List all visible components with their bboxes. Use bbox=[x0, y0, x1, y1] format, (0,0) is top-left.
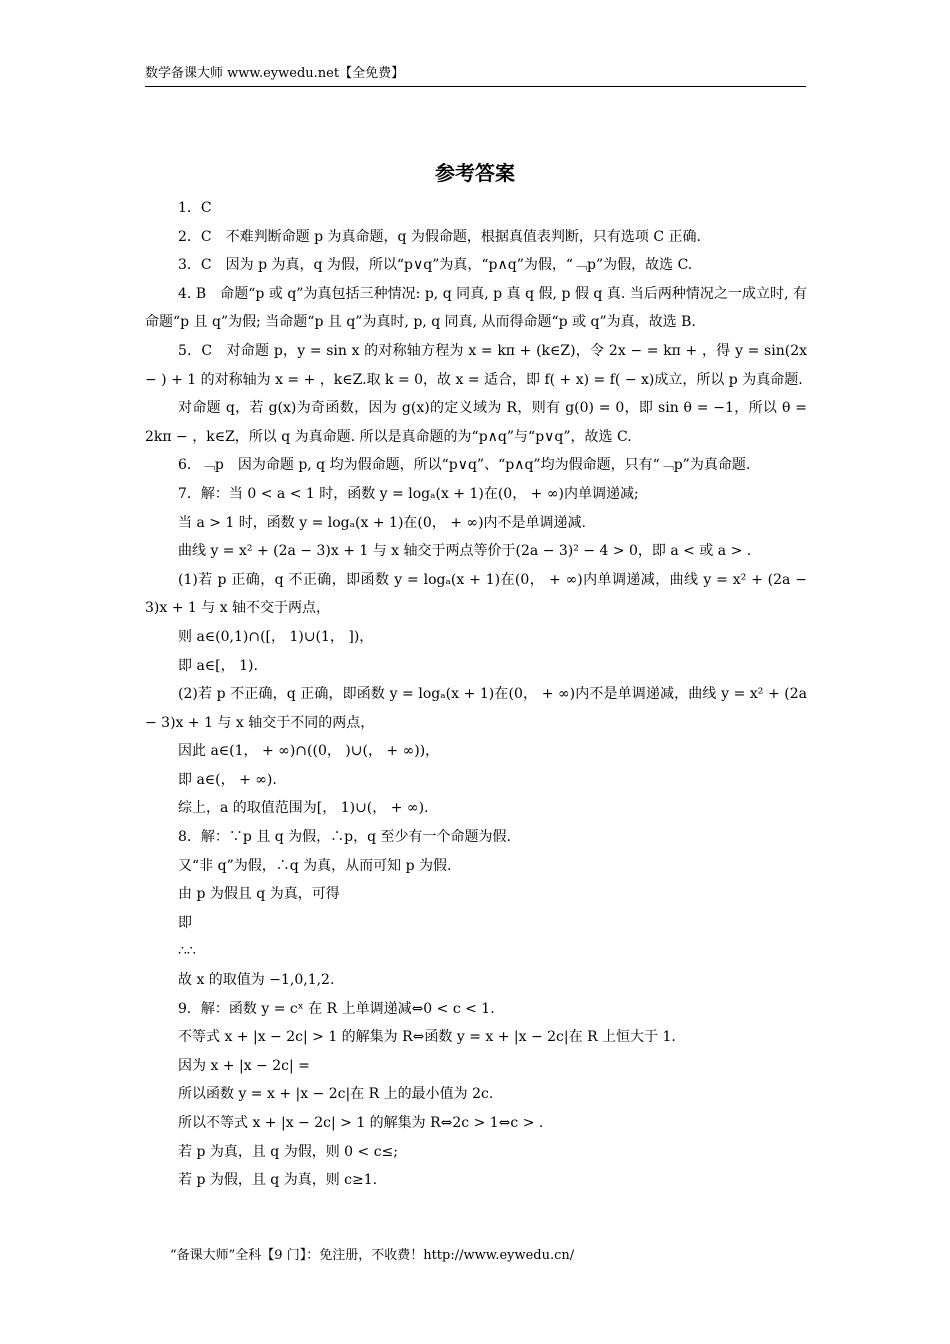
answer-line: 1．C bbox=[178, 200, 212, 216]
page-title: 参考答案 bbox=[435, 161, 515, 185]
answer-line: ∴∴ bbox=[178, 943, 196, 960]
answer-line: 2．C 不难判断命题 p 为真命题，q 为假命题，根据真值表判断，只有选项 C 正确. bbox=[178, 228, 701, 245]
answer-line: 8．解：∵p 且 q 为假，∴p，q 至少有一个命题为假. bbox=[178, 829, 512, 846]
answer-line: 又“非 q”为假，∴q 为真，从而可知 p 为假. bbox=[178, 857, 452, 874]
header-divider bbox=[145, 86, 806, 87]
page-header: 数学备课大师 www.eywedu.net【全免费】 bbox=[145, 66, 405, 81]
answer-paragraph: 对命题 q，若 g(x)为奇函数，因为 g(x)的定义域为 R，则有 g(0) = 0，即 sin θ = −1，所以 θ = 2kπ − ，k∈Z，所以 q 为真命题. 所以是真命题的为“p∧q”与“p∨q”，故选 C. bbox=[145, 400, 807, 445]
answer-line: 所以不等式 x + |x − 2c| > 1 的解集为 R⇔2c > 1⇔c > . bbox=[178, 1115, 544, 1131]
answer-line: 若 p 为假，且 q 为真，则 c≥1. bbox=[178, 1172, 378, 1189]
answer-line: 综上，a 的取值范围为[， 1)∪(， + ∞). bbox=[178, 800, 429, 817]
answer-line: 所以函数 y = x + |x − 2c|在 R 上的最小值为 2c. bbox=[178, 1086, 494, 1103]
answer-line: 因为 x + |x − 2c| = bbox=[178, 1057, 310, 1074]
answer-line: 由 p 为假且 q 为真，可得 bbox=[178, 886, 340, 903]
answer-paragraph: 4. B 命题“p 或 q”为真包括三种情况: p, q 同真, p 真 q 假, p 假 q 真. 当后两种情况之一成立时, 有命题“p 且 q”为假; 当命题“p 且 q”为真时, p, q 同真, 从而得命题“p 或 q”为真，故选 B. bbox=[145, 285, 807, 331]
answer-body bbox=[145, 194, 807, 1195]
answer-paragraph: (1)若 p 正确，q 不正确，即函数 y = logₐ(x + 1)在(0， + ∞)内单调递减，曲线 y = x² + (2a − 3)x + 1 与 x 轴不交于两点， bbox=[145, 571, 807, 617]
answer-line: 故 x 的取值为 −1,0,1,2. bbox=[178, 972, 335, 989]
page-footer: “备课大师”全科【9 门】：免注册，不收费！http://www.eywedu.cn/ bbox=[170, 1248, 575, 1263]
answer-line: 不等式 x + |x − 2c| > 1 的解集为 R⇔函数 y = x + |x − 2c|在 R 上恒大于 1. bbox=[178, 1029, 676, 1046]
answer-paragraph: 6．﹁p 因为命题 p, q 均为假命题，所以“p∨q”、“p∧q”均为假命题，只有“﹁p”为真命题. bbox=[178, 457, 751, 474]
answer-line: 即 a∈(， + ∞). bbox=[178, 771, 277, 788]
answer-line: 曲线 y = x² + (2a − 3)x + 1 与 x 轴交于两点等价于(2a − 3)² − 4 > 0，即 a < 或 a > . bbox=[178, 543, 752, 560]
answer-line: 当 a > 1 时，函数 y = logₐ(x + 1)在(0， + ∞)内不是单调递减. bbox=[178, 514, 586, 531]
answer-line: 即 bbox=[178, 914, 192, 931]
answer-paragraph: (2)若 p 不正确，q 正确，即函数 y = logₐ(x + 1)在(0， + ∞)内不是单调递减，曲线 y = x² + (2a − 3)x + 1 与 x 轴交于不同的两点， bbox=[145, 686, 807, 731]
answer-line: 若 p 为真，且 q 为假，则 0 < c≤; bbox=[178, 1143, 399, 1160]
answer-paragraph: 5．C 对命题 p，y = sin x 的对称轴方程为 x = kπ + (k∈Z)，令 2x − = kπ + ，得 y = sin(2x − ) + 1 的对称轴为 x = + ，k∈Z.取 k = 0，故 x = 适合，即 f( + x) = f( − x)成立，所以 p 为真命题. bbox=[145, 342, 807, 388]
answer-line: 则 a∈(0,1)∩([， 1)∪(1， ])， bbox=[178, 628, 374, 645]
answer-line: 3．C 因为 p 为真，q 为假，所以“p∨q”为真，“p∧q”为假，“﹁p”为假，故选 C. bbox=[178, 257, 693, 274]
answer-line: 即 a∈[， 1). bbox=[178, 657, 258, 674]
answer-line: 因此 a∈(1， + ∞)∩((0， )∪(， + ∞))， bbox=[178, 743, 440, 760]
answer-line: 7．解：当 0 < a < 1 时，函数 y = logₐ(x + 1)在(0， + ∞)内单调递减; bbox=[178, 485, 639, 502]
answer-line: 9．解：函数 y = cˣ 在 R 上单调递减⇔0 < c < 1. bbox=[178, 1000, 495, 1017]
